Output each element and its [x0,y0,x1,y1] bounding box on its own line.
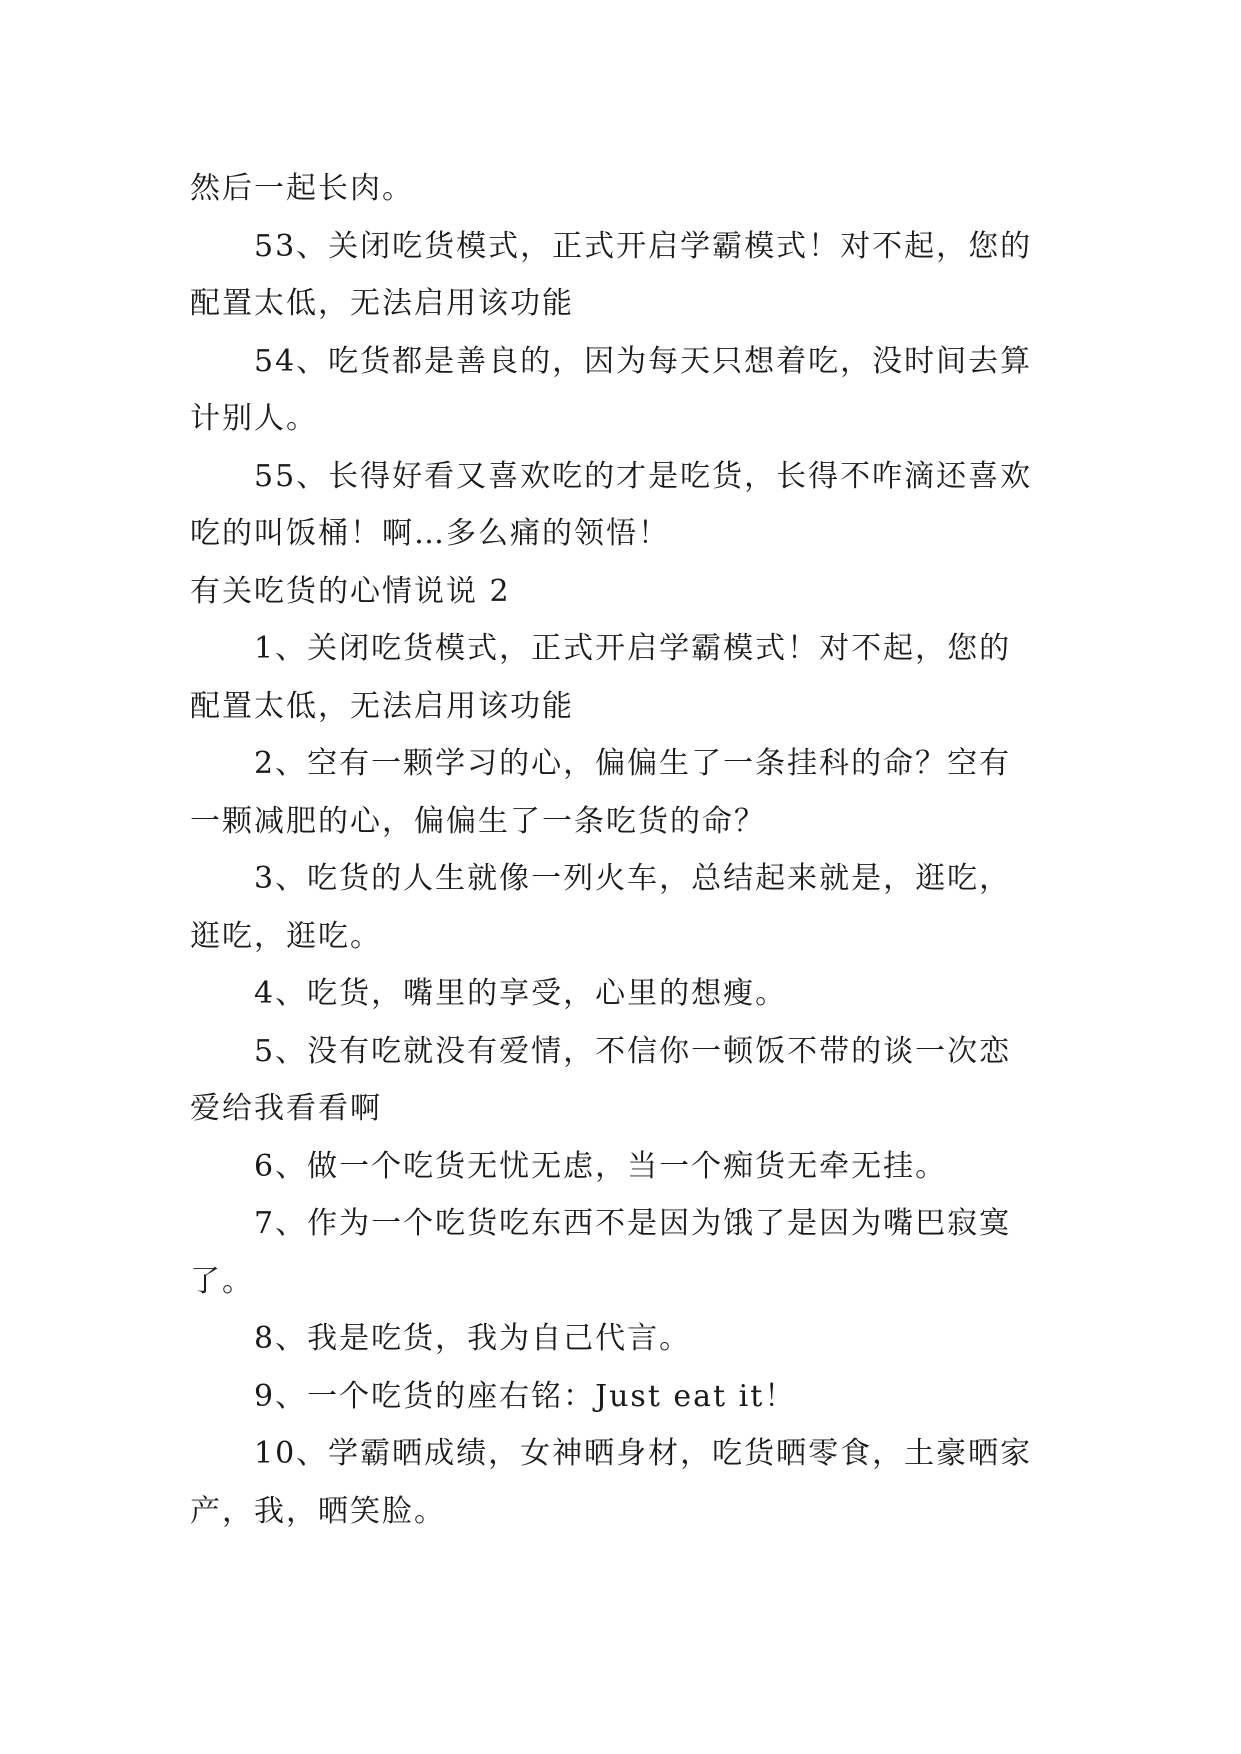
text-line: 6、做一个吃货无忧无虑，当一个痴货无牵无挂。 [254,1148,948,1184]
text-line: 54、吃货都是善良的，因为每天只想着吃，没时间去算 [254,343,1033,379]
text-line: 7、作为一个吃货吃东西不是因为饿了是因为嘴巴寂寞 [254,1206,1012,1241]
text-line: 一颗减肥的心，偏偏生了一条吃货的命？ [190,803,766,839]
text-line: 4、吃货，嘴里的享受，心里的想瘦。 [254,976,788,1011]
text-line: 配置太低，无法启用该功能 [190,286,574,321]
text-line: 逛吃，逛吃。 [190,918,382,954]
text-line: 吃的叫饭桶！啊…多么痛的领悟！ [190,516,670,551]
text-line: 配置太低，无法启用该功能 [190,688,574,724]
text-line: 8、我是吃货，我为自己代言。 [254,1321,692,1356]
text-line: 55、长得好看又喜欢吃的才是吃货，长得不咋滴还喜欢 [254,458,1033,494]
section-heading: 有关吃货的心情说说 2 [190,573,511,609]
text-line: 9、一个吃货的座右铭：Just eat it！ [254,1378,797,1414]
text-line: 1、关闭吃货模式，正式开启学霸模式！对不起，您的 [254,631,1012,666]
text-line: 5、没有吃就没有爱情，不信你一顿饭不带的谈一次恋 [254,1033,1012,1069]
text-line: 了。 [190,1263,254,1299]
text-line: 2、空有一颗学习的心，偏偏生了一条挂科的命？空有 [254,746,1012,781]
text-line: 爱给我看看啊 [190,1091,382,1126]
text-line: 3、吃货的人生就像一列火车，总结起来就是，逛吃， [254,861,1012,896]
text-line: 计别人。 [190,401,318,436]
document-page [190,160,1050,1540]
text-line: 10、学霸晒成绩，女神晒身材，吃货晒零食，土豪晒家 [254,1436,1033,1471]
text-line: 53、关闭吃货模式，正式开启学霸模式！对不起，您的 [254,228,1033,264]
text-line: 然后一起长肉。 [190,171,414,206]
text-line: 产，我，晒笑脸。 [190,1493,446,1529]
